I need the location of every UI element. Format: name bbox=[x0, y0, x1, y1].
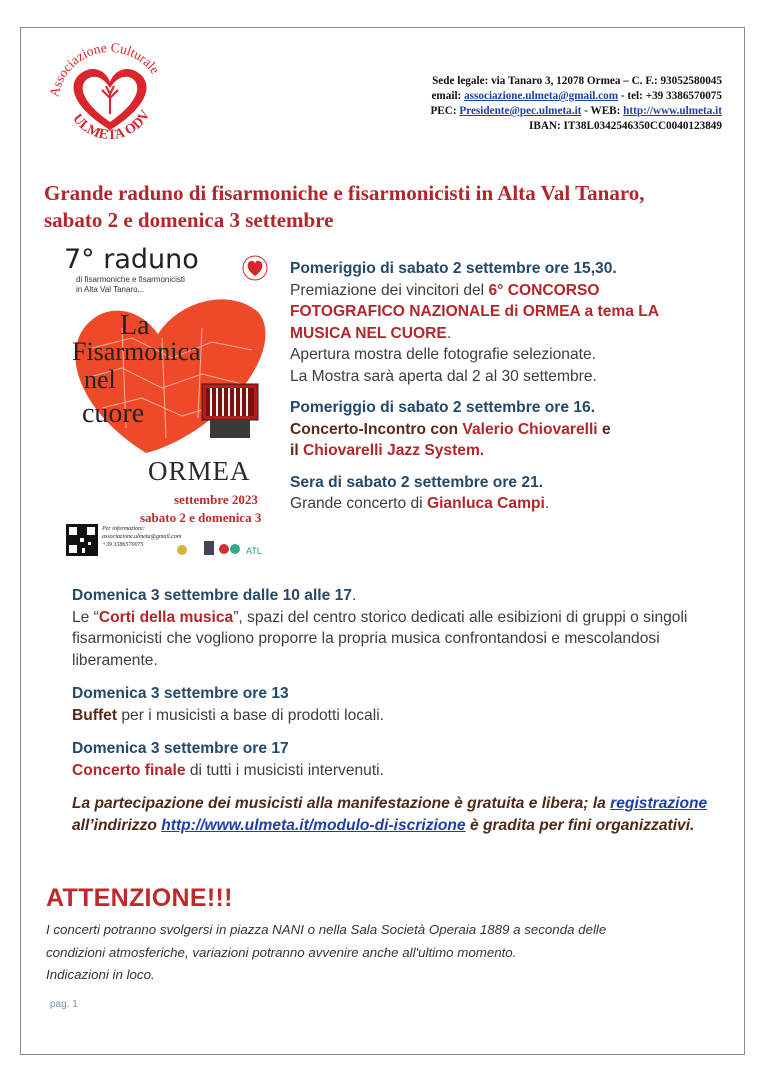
svg-text:associazione.ulmeta@gmail.com: associazione.ulmeta@gmail.com bbox=[102, 534, 182, 540]
registration-url-link[interactable]: http://www.ulmeta.it/modulo-di-iscrizione bbox=[161, 816, 466, 834]
svg-text:ORMEA: ORMEA bbox=[148, 456, 251, 486]
registration-note: La partecipazione dei musicisti alla manifestazione è gratuita e libera; la registrazione all’indirizzo http://www.ulmeta.it/modulo-di-iscrizione è gradita per fini organizzativi. bbox=[72, 795, 708, 834]
logo-arc-top: Associazione Culturale bbox=[46, 39, 163, 99]
program-item: Domenica 3 settembre ore 17 Concerto finale di tutti i musicisti intervenuti. bbox=[72, 740, 384, 779]
page-number: pag. 1 bbox=[50, 999, 78, 1010]
program-item: Pomeriggio di sabato 2 settembre ore 16. Concerto-Incontro con Valerio Chiovarelli e il Chiovarelli Jazz System. bbox=[290, 399, 611, 459]
program-item: Pomeriggio di sabato 2 settembre ore 15,30. Premiazione dei vincitori del 6° CONCORSO FOTOGRAFICO NAZIONALE di ORMEA a tema LA MUSICA NEL CUORE. Apertura mostra delle fotografie selezionate. La Mostra sarà aperta dal 2 al 30 settembre. bbox=[290, 260, 659, 385]
event-poster bbox=[62, 238, 272, 560]
svg-text:La: La bbox=[120, 310, 150, 341]
program-item: Domenica 3 settembre dalle 10 alle 17. Le “Corti della musica”, spazi del centro storico dedicati alle esibizioni di gruppi o singoli fisarmonicisti che vogliono proporre la propria musica confrontandosi e mescolandosi liberamente. bbox=[72, 587, 688, 669]
poster-number: 7° raduno bbox=[64, 244, 199, 275]
svg-text:Per informazioni:: Per informazioni: bbox=[102, 526, 145, 532]
svg-text:+39 3386570075: +39 3386570075 bbox=[102, 542, 144, 548]
saturday-program bbox=[290, 258, 710, 525]
svg-text:Fisarmonica: Fisarmonica bbox=[72, 337, 201, 366]
program-item: Sera di sabato 2 settembre ore 21. Grande concerto di Gianluca Campi. bbox=[290, 473, 550, 512]
svg-text:settembre 2023: settembre 2023 bbox=[174, 492, 258, 507]
legal-address: Sede legale: via Tanaro 3, 12078 Ormea – C. F.: 93052580045 bbox=[432, 75, 722, 87]
logo-arc-bottom: ULMETA ODV bbox=[69, 107, 154, 144]
qr-code-icon bbox=[66, 524, 98, 556]
svg-text:nel: nel bbox=[84, 365, 116, 394]
registration-link[interactable]: registrazione bbox=[610, 795, 708, 812]
email-line: email: associazione.ulmeta@gmail.com - tel: +39 3386570075 bbox=[431, 90, 722, 102]
svg-text:in Alta Val Tanaro...: in Alta Val Tanaro... bbox=[76, 285, 145, 294]
accordion-icon bbox=[202, 384, 258, 438]
sunday-program bbox=[72, 585, 732, 848]
svg-text:ATL: ATL bbox=[246, 546, 262, 556]
iban-line: IBAN: IT38L0342546350CC0040123849 bbox=[529, 120, 722, 132]
svg-text:cuore: cuore bbox=[82, 398, 145, 429]
email-link[interactable]: associazione.ulmeta@gmail.com bbox=[464, 90, 619, 102]
svg-text:di fisarmoniche e fisarmonicis: di fisarmoniche e fisarmonicisti bbox=[76, 275, 185, 284]
contact-header bbox=[430, 74, 722, 134]
program-item: Domenica 3 settembre ore 13 Buffet per i musicisti a base di prodotti locali. bbox=[72, 685, 384, 724]
association-logo bbox=[44, 38, 176, 150]
attention-text: I concerti potranno svolgersi in piazza NANI o nella Sala Società Operaia 1889 a seconda delle condizioni atmosferiche, variazioni potranno avvenire anche all'ultimo momento. Indicazioni in loco. bbox=[46, 922, 607, 982]
pec-link[interactable]: Presidente@pec.ulmeta.it bbox=[459, 105, 582, 117]
svg-text:sabato 2 e domenica 3: sabato 2 e domenica 3 bbox=[140, 510, 262, 525]
pec-line: PEC: Presidente@pec.ulmeta.it - WEB: http://www.ulmeta.it bbox=[430, 105, 722, 117]
event-title: Grande raduno di fisarmoniche e fisarmonicisti in Alta Val Tanaro, sabato 2 e domenica 3 settembre bbox=[44, 181, 645, 232]
web-link[interactable]: http://www.ulmeta.it bbox=[623, 105, 722, 117]
attention-heading: ATTENZIONE!!! bbox=[46, 884, 233, 912]
